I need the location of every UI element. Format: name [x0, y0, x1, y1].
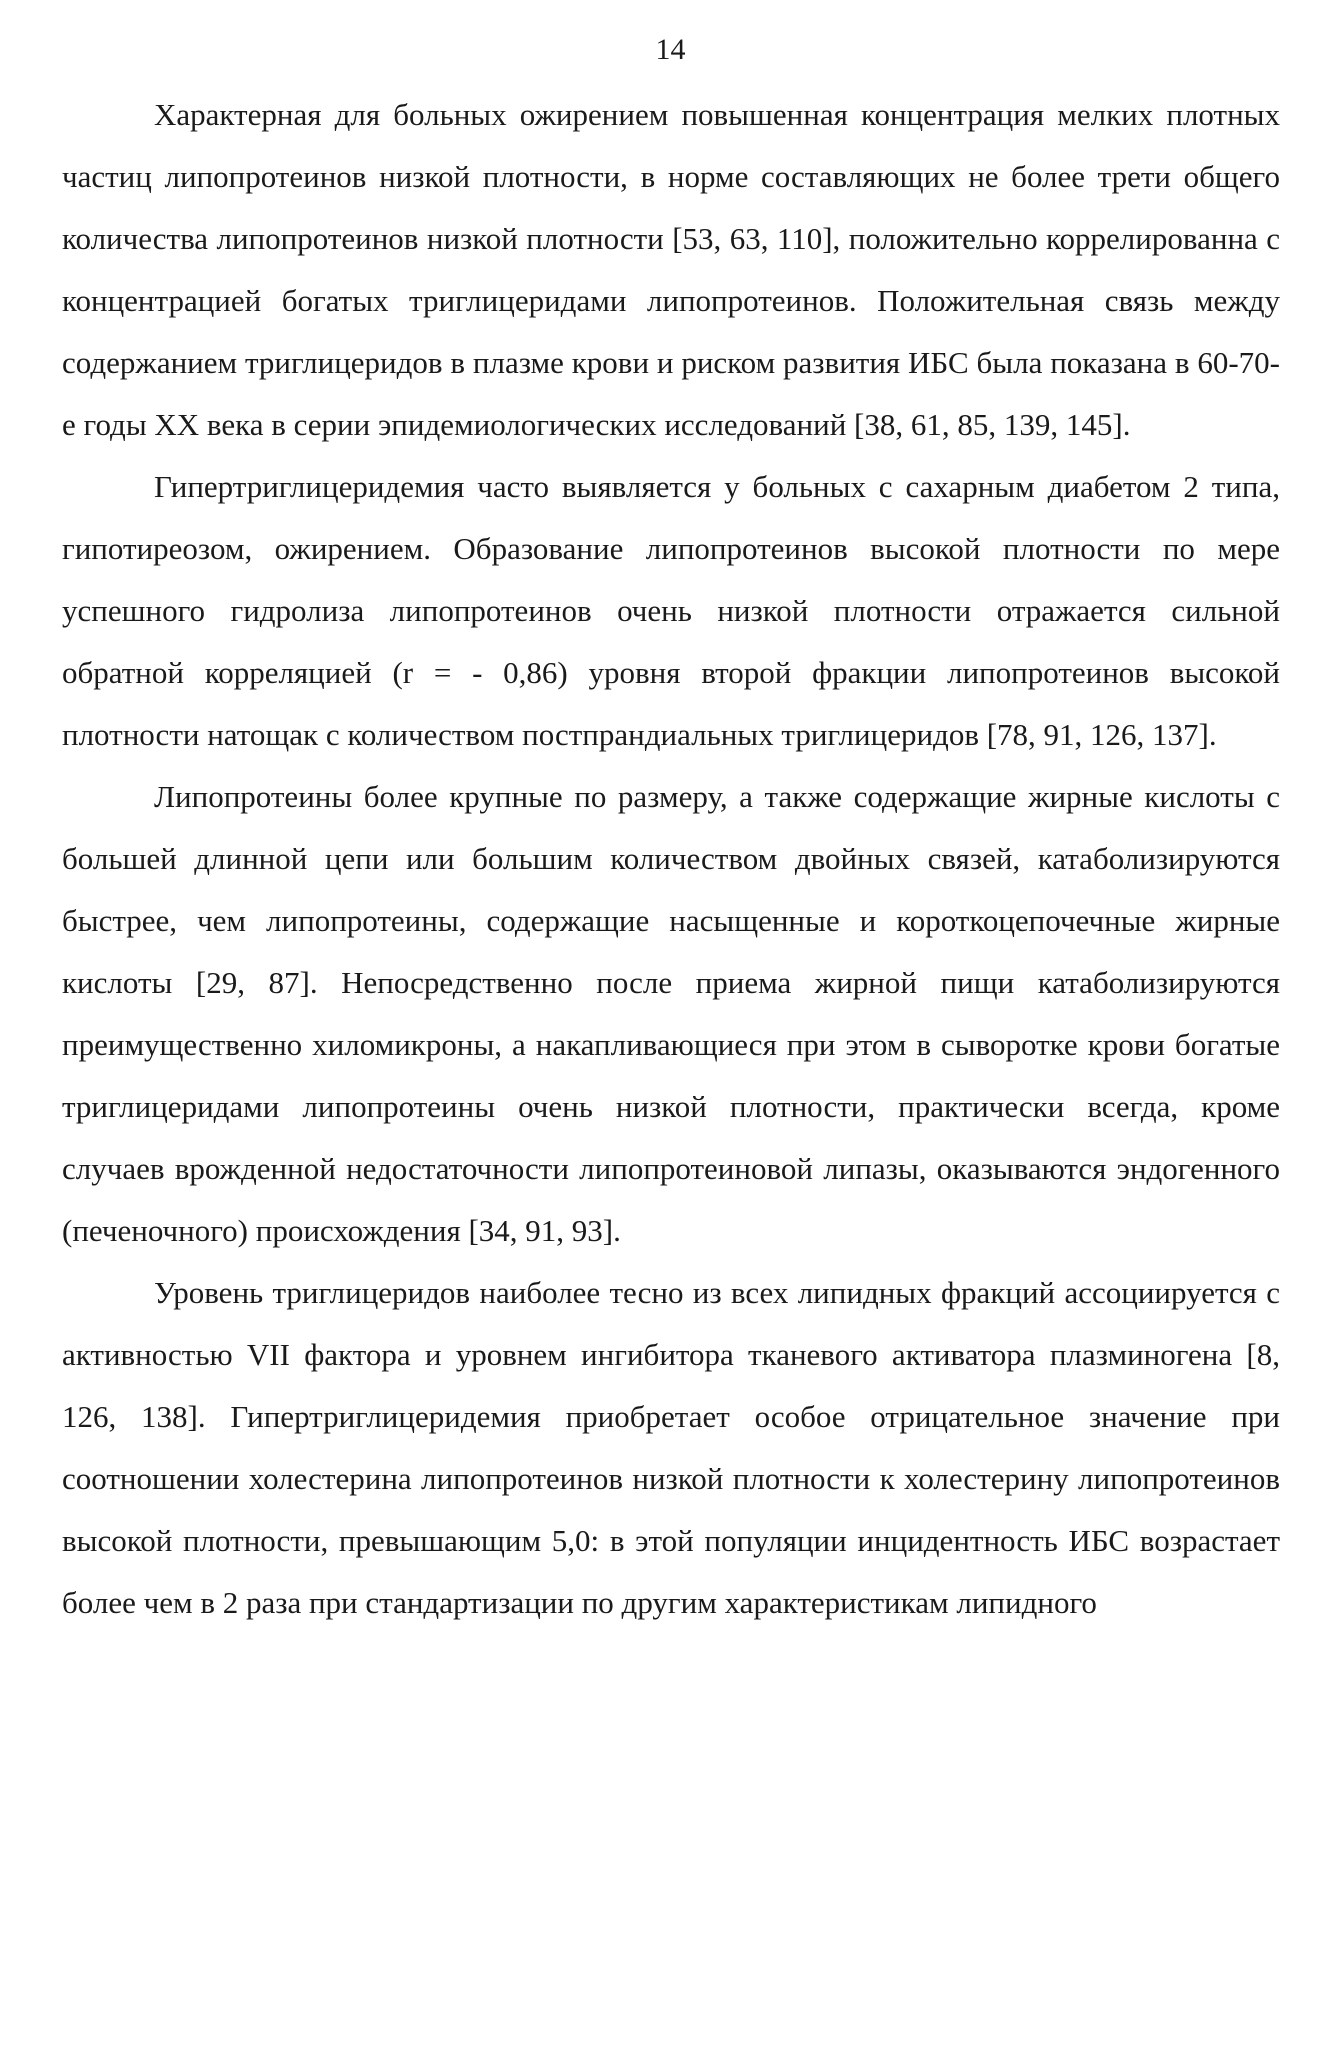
body-text — [62, 84, 1280, 1634]
page-number: 14 — [655, 33, 686, 66]
paragraph-3: Липопротеины более крупные по размеру, а также содержащие жирные кислоты с большей длинной цепи или большим количеством двойных связей, катаболизируются быстрее, чем липопротеины, содержащие насыщенные и короткоцепочечные жирные кислоты [29, 87]. Непосредственно после приема жирной пищи катаболизируются преимущественно хиломикроны, а накапливающиеся при этом в сыворотке крови богатые триглицеридами липопротеины очень низкой плотности, практически всегда, кроме случаев врожденной недостаточности липопротеиновой липазы, оказываются эндогенного (печеночного) происхождения [34, 91, 93]. — [62, 779, 1280, 1248]
paragraph-4: Уровень триглицеридов наиболее тесно из всех липидных фракций ассоциируется с активностью VII фактора и уровнем ингибитора тканевого активатора плазминогена [8, 126, 138]. Гипертриглицеридемия приобретает особое отрицательное значение при соотношении холестерина липопротеинов низкой плотности к холестерину липопротеинов высокой плотности, превышающим 5,0: в этой популяции инцидентность ИБС возрастает более чем в 2 раза при стандартизации по другим характеристикам липидного — [62, 1275, 1280, 1620]
paragraph-2: Гипертриглицеридемия часто выявляется у больных с сахарным диабетом 2 типа, гипотиреозом, ожирением. Образование липопротеинов высокой плотности по мере успешного гидролиза липопротеинов очень низкой плотности отражается сильной обратной корреляцией (r = - 0,86) уровня второй фракции липопротеинов высокой плотности натощак с количеством постпрандиальных триглицеридов [78, 91, 126, 137]. — [62, 469, 1280, 752]
paragraph-1: Характерная для больных ожирением повышенная концентрация мелких плотных частиц липопротеинов низкой плотности, в норме составляющих не более трети общего количества липопротеинов низкой плотности [53, 63, 110], положительно коррелированна с концентрацией богатых триглицеридами липопротеинов. Положительная связь между содержанием триглицеридов в плазме крови и риском развития ИБС была показана в 60-70-е годы XX века в серии эпидемиологических исследований [38, 61, 85, 139, 145]. — [62, 97, 1280, 442]
